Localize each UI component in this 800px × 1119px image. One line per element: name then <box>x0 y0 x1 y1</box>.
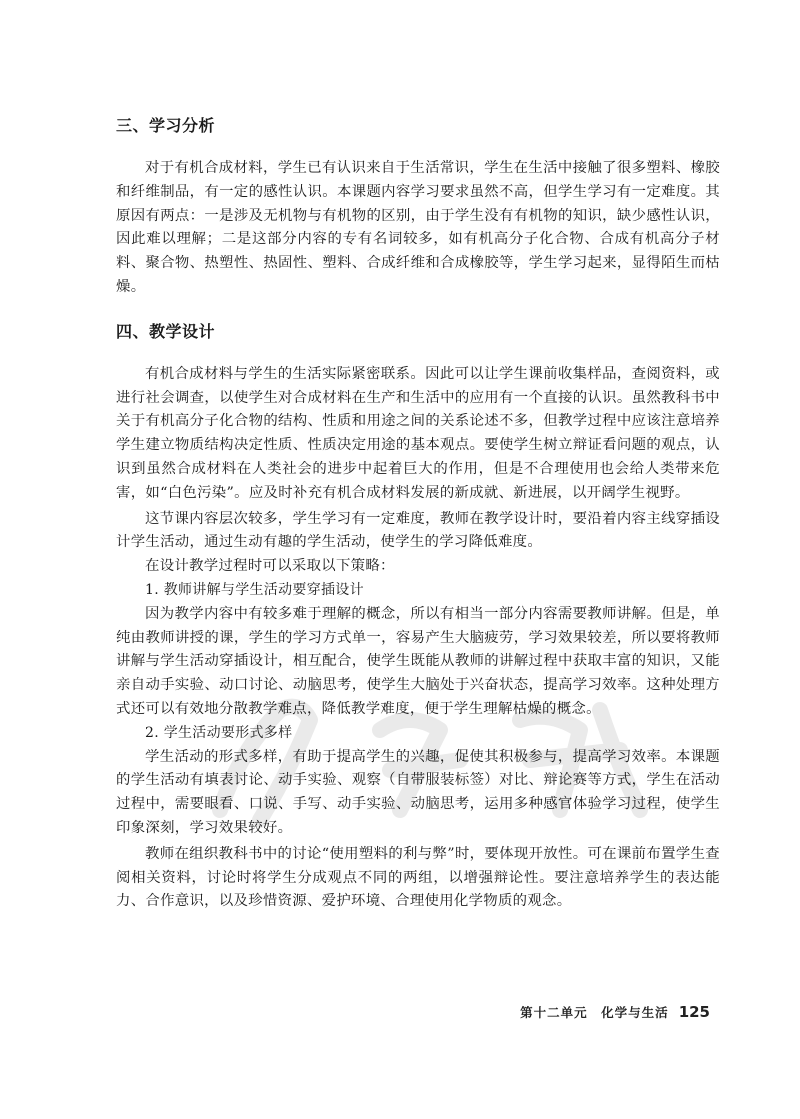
teaching-design-body <box>116 363 720 914</box>
page-footer <box>0 1003 710 1021</box>
main-content <box>116 112 720 914</box>
paragraph: 教师在组织教科书中的讨论“使用塑料的利与弊”时，要体现开放性。可在课前布置学生查阅相关资料，讨论时将学生分成观点不同的两组，以增强辩论性。要注意培养学生的表达能力、合作意识，以及珍惜资源、爱护环境、合理使用化学物质的观念。 <box>116 845 720 910</box>
unit-title: 第十二单元 化学与生活 <box>520 1005 669 1020</box>
paragraph: 有机合成材料与学生的生活实际紧密联系。因此可以让学生课前收集样品，查阅资料，或进行社会调查，以使学生对合成材料在生产和生活中的应用有一个直接的认识。虽然教科书中关于有机高分子化合物的结构、性质和用途之间的关系论述不多，但教学过程中应该注意培养学生建立物质结构决定性质、性质决定用途的基本观点。要使学生树立辩证看问题的观点，认识到虽然合成材料在人类社会的进步中起着巨大的作用，但是不合理使用也会给人类带来危害，如“白色污染”。应及时补充有机合成材料发展的新成就、新进展，以开阔学生视野。 <box>116 365 720 501</box>
paragraph: 因为教学内容中有较多难于理解的概念，所以有相当一部分内容需要教师讲解。但是，单纯由教师讲授的课，学生的学习方式单一，容易产生大脑疲劳，学习效果较差，所以要将教师讲解与学生活动穿插设计，相互配合，使学生既能从教师的讲解过程中获取丰富的知识，又能亲自动手实验、动口讨论、动脑思考，使学生大脑处于兴奋状态，提高学习效率。这种处理方式还可以有效地分散教学难点，降低教学难度，便于学生理解枯燥的概念。 <box>116 605 720 717</box>
paragraph: 学生活动的形式多样，有助于提高学生的兴趣，促使其积极参与，提高学习效率。本课题的学生活动有填表讨论、动手实验、观察（自带服装标签）对比、辩论赛等方式，学生在活动过程中，需要眼看、口说、手写、动手实验、动脑思考，运用多种感官体验学习过程，使学生印象深刻，学习效果较好。 <box>116 748 720 836</box>
page-number: 125 <box>678 1003 710 1021</box>
paragraph: 对于有机合成材料，学生已有认识来自于生活常识，学生在生活中接触了很多塑料、橡胶和纤维制品，有一定的感性认识。本课题内容学习要求虽然不高，但学生学习有一定难度。其原因有两点：一是涉及无机物与有机物的区别，由于学生没有有机物的知识，缺少感性认识，因此难以理解；二是这部分内容的专有名词较多，如有机高分子化合物、合成有机高分子材料、聚合物、热塑性、热固性、塑料、合成纤维和合成橡胶等，学生学习起来，显得陌生而枯燥。 <box>116 160 720 295</box>
section-heading-teaching-design: 四、教学设计 <box>116 321 216 341</box>
strategy-heading-1: 1. 教师讲解与学生活动要穿插设计 <box>145 581 364 598</box>
learning-analysis-body <box>116 157 720 300</box>
paragraph: 在设计教学过程时可以采取以下策略： <box>145 558 395 575</box>
strategy-heading-2: 2. 学生活动要形式多样 <box>145 724 293 741</box>
section-heading-learning-analysis: 三、学习分析 <box>116 116 216 135</box>
paragraph: 这节课内容层次较多，学生学习有一定难度，教师在教学设计时，要沿着内容主线穿插设计学生活动，通过生动有趣的学生活动，使学生的学习降低难度。 <box>116 510 720 551</box>
